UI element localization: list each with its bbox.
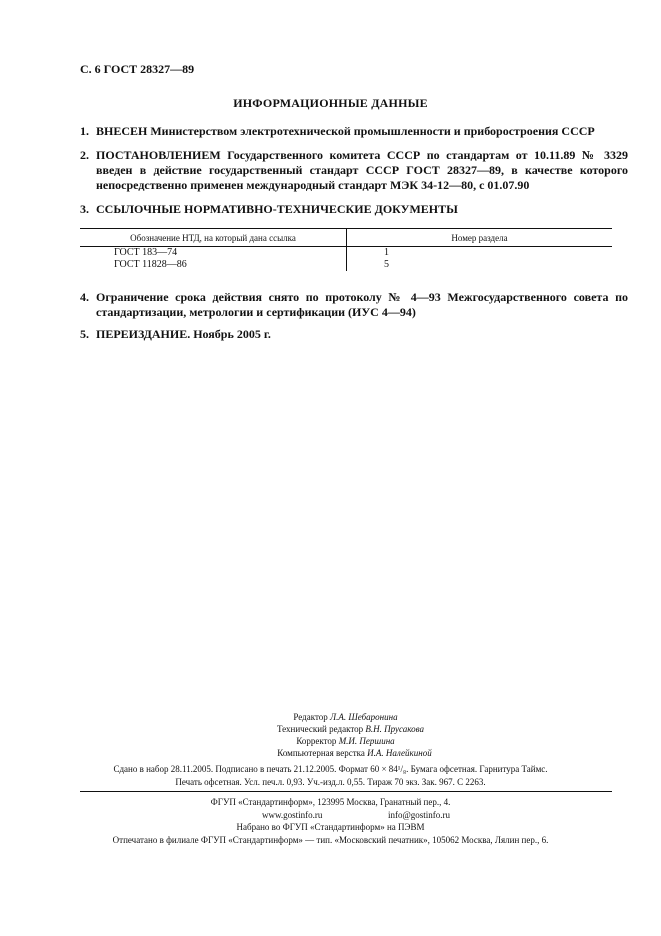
table-row <box>80 247 612 260</box>
credit-name: В.Н. Прусакова <box>365 724 425 734</box>
item-number: 2. <box>80 148 89 162</box>
info-item-1 <box>80 124 612 139</box>
publisher-email-link[interactable]: info@gostinfo.ru <box>388 810 451 820</box>
info-item-2 <box>80 148 628 193</box>
item-text: Ограничение срока действия снято по протоколу № 4—93 Межгосударственного совета по стандартизации, метрологии и сертификации (ИУС 4—94) <box>96 290 628 319</box>
publisher-website-link[interactable]: www.gostinfo.ru <box>262 810 323 820</box>
credit-proofreader <box>0 735 661 747</box>
table-cell-designation: ГОСТ 11828—86 <box>80 259 347 271</box>
table-cell-section: 5 <box>384 259 389 270</box>
credit-label: Компьютерная верстка <box>277 748 365 758</box>
item-text: ССЫЛОЧНЫЕ НОРМАТИВНО-ТЕХНИЧЕСКИЕ ДОКУМЕНТЫ <box>96 202 458 216</box>
credit-name: Л.А. Шебаронина <box>330 712 398 722</box>
item-text: ПОСТАНОВЛЕНИЕМ Государственного комитета СССР по стандартам от 10.11.89 № 3329 введен в действие государственный стандарт СССР ГОСТ 28327—89, в качестве которого непосредственно применен международный стандарт МЭК 34-12—80, с 01.07.90 <box>96 148 628 192</box>
print-info-line-1: Сдано в набор 28.11.2005. Подписано в печать 21.12.2005. Формат 60 × 84¹/₈. Бумага офсетная. Гарнитура Таймс. <box>113 764 548 774</box>
page-title: ИНФОРМАЦИОННЫЕ ДАННЫЕ <box>233 96 428 110</box>
item-text: ВНЕСЕН Министерством электротехнической промышленности и приборостроения СССР <box>96 124 595 138</box>
info-item-5 <box>80 327 612 342</box>
publisher-typeset: Набрано во ФГУП «Стандартинформ» на ПЭВМ <box>236 822 425 832</box>
publisher-address: ФГУП «Стандартинформ», 123995 Москва, Гранатный пер., 4. <box>210 797 451 807</box>
credits-block <box>0 711 661 759</box>
item-text: ПЕРЕИЗДАНИЕ. Ноябрь 2005 г. <box>96 327 271 341</box>
info-item-3 <box>80 202 612 217</box>
credit-name: М.И. Першина <box>338 736 395 746</box>
credit-label: Корректор <box>296 736 337 746</box>
info-item-4 <box>80 290 628 320</box>
print-info-line-2: Печать офсетная. Усл. печ.л. 0,93. Уч.-изд.л. 0,55. Тираж 70 экз. Зак. 967. С 2263. <box>175 777 486 787</box>
table-header-row <box>80 229 612 247</box>
column-header-designation: Обозначение НТД, на который дана ссылка <box>80 229 347 247</box>
table-cell-designation: ГОСТ 183—74 <box>80 247 347 260</box>
credit-editor <box>0 711 661 723</box>
item-number: 4. <box>80 290 89 304</box>
table-row <box>80 259 612 271</box>
credit-layout <box>0 747 661 759</box>
credit-tech-editor <box>0 723 661 735</box>
credit-name: И.А. Налейкиной <box>367 748 432 758</box>
column-header-section: Номер раздела <box>347 229 613 247</box>
table-cell-section: 1 <box>384 247 389 258</box>
publisher-printed: Отпечатано в филиале ФГУП «Стандартинформ» — тип. «Московский печатник», 105062 Москва, Лялин пер., 6. <box>112 835 549 845</box>
credit-label: Редактор <box>293 712 328 722</box>
ntd-reference-table <box>80 228 612 271</box>
item-number: 5. <box>80 327 89 341</box>
item-number: 1. <box>80 124 89 138</box>
page-header: С. 6 ГОСТ 28327—89 <box>80 62 195 76</box>
credit-label: Технический редактор <box>276 724 364 734</box>
divider <box>80 791 612 792</box>
item-number: 3. <box>80 202 89 216</box>
